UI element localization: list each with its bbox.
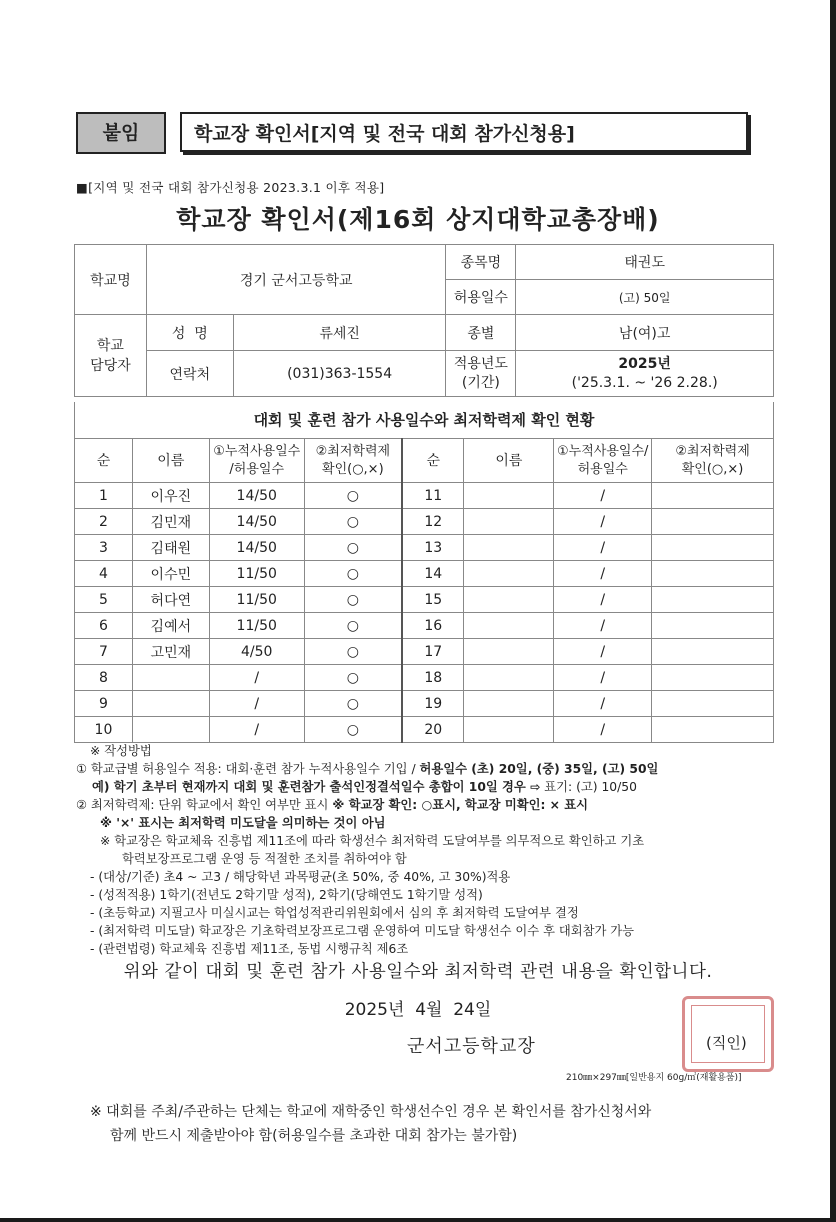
roster-cell-days: 11/50	[209, 613, 304, 639]
roster-cell-days2: /	[554, 639, 652, 665]
allowed-days-label: 허용일수	[446, 280, 516, 315]
roster-cell-no2: 12	[402, 509, 464, 535]
header-name: 이름	[132, 439, 209, 483]
roster-cell-grade2	[652, 639, 774, 665]
notes-line-2	[92, 778, 792, 796]
attachment-title: 학교장 확인서[지역 및 전국 대회 참가신청용]	[180, 112, 748, 152]
roster-cell-name2	[464, 535, 554, 561]
header-name-right: 이름	[464, 439, 554, 483]
roster-cell-days2: /	[554, 691, 652, 717]
roster-cell-no: 7	[75, 639, 133, 665]
roster-cell-no2: 15	[402, 587, 464, 613]
header-grade-right-line2: 확인(○,×)	[681, 461, 744, 477]
roster-cell-grade: ○	[304, 717, 402, 743]
roster-cell-grade: ○	[304, 613, 402, 639]
header-days-right-line2: 허용일수	[577, 461, 628, 477]
roster-cell-no2: 17	[402, 639, 464, 665]
notes-line-1	[76, 760, 776, 778]
roster-cell-days: /	[209, 717, 304, 743]
notes-line-1a: ① 학교급별 허용일수 적용: 대회·훈련 참가 누적사용일수 기입 /	[76, 762, 420, 776]
roster-cell-days: 11/50	[209, 587, 304, 613]
roster-row	[75, 535, 774, 561]
roster-cell-no2: 11	[402, 483, 464, 509]
attachment-label: 붙임	[76, 112, 166, 154]
roster-cell-grade2	[652, 691, 774, 717]
roster-cell-name2	[464, 717, 554, 743]
roster-cell-name2	[464, 561, 554, 587]
roster-cell-name2	[464, 639, 554, 665]
header-days	[209, 439, 304, 483]
notes-line-8: - (성적적용) 1학기(전년도 2학기말 성적), 2학기(당해연도 1학기말 성적)	[90, 888, 483, 902]
roster-row	[75, 717, 774, 743]
year-value	[516, 351, 774, 397]
roster-cell-no: 3	[75, 535, 133, 561]
roster-cell-name2	[464, 509, 554, 535]
roster-cell-name	[132, 665, 209, 691]
principal-title: 군서고등학교장	[407, 1036, 536, 1057]
roster-cell-no: 5	[75, 587, 133, 613]
roster-cell-no2: 14	[402, 561, 464, 587]
roster-cell-grade2	[652, 665, 774, 691]
roster-cell-name2	[464, 691, 554, 717]
notes-line-1b: 허용일수 (초) 20일, (중) 35일, (고) 50일	[419, 762, 659, 776]
header-days-right	[554, 439, 652, 483]
roster-row	[75, 639, 774, 665]
roster-cell-no: 4	[75, 561, 133, 587]
roster-cell-name: 이우진	[132, 483, 209, 509]
roster-row	[75, 613, 774, 639]
school-info-table	[74, 244, 774, 397]
confirmation-date: 2025년 4월 24일	[344, 1000, 492, 1020]
roster-cell-name: 김민재	[132, 509, 209, 535]
roster-row	[75, 665, 774, 691]
roster-cell-days2: /	[554, 509, 652, 535]
notes-line-4: ※ '×' 표시는 최저학력 미도달을 의미하는 것이 아님	[100, 816, 386, 830]
roster-row	[75, 691, 774, 717]
roster-section-title: 대회 및 훈련 참가 사용일수와 최저학력제 확인 현황	[74, 402, 774, 438]
gender-label: 종별	[446, 315, 516, 351]
gender-value: 남(여)고	[516, 315, 774, 351]
header-no: 순	[75, 439, 133, 483]
roster-cell-days: 4/50	[209, 639, 304, 665]
roster-cell-days2: /	[554, 535, 652, 561]
year-value-line1: 2025년	[618, 355, 671, 372]
roster-cell-name: 고민재	[132, 639, 209, 665]
contact-label: 연락처	[146, 351, 233, 397]
roster-cell-grade: ○	[304, 665, 402, 691]
notes-line-2a: 예) 학기 초부터 현재까지 대회 및 훈련참가 출석인정결석일수 총합이 10일 경우 ⇨	[92, 780, 541, 794]
header-grade-line2: 확인(○,×)	[322, 461, 384, 477]
roster-cell-name	[132, 691, 209, 717]
notes-line-2b: 표기: (고) 10/50	[540, 780, 637, 794]
scan-edge-right	[830, 0, 836, 1222]
notes-line-6: 학력보장프로그램 운영 등 적절한 조치를 취하여야 함	[122, 852, 407, 866]
sport-label: 종목명	[446, 245, 516, 280]
header-no-right: 순	[402, 439, 464, 483]
roster-cell-no2: 16	[402, 613, 464, 639]
roster-cell-no: 6	[75, 613, 133, 639]
apply-note: ■[지역 및 전국 대회 참가신청용 2023.3.1 이후 적용]	[76, 180, 385, 195]
notes-line-3a: ② 최저학력제: 단위 학교에서 확인 여부만 표시	[76, 798, 333, 812]
roster-cell-days2: /	[554, 483, 652, 509]
roster-cell-grade2	[652, 717, 774, 743]
roster-cell-name2	[464, 483, 554, 509]
roster-cell-no: 10	[75, 717, 133, 743]
writing-instructions	[76, 742, 782, 958]
header-grade-line1: ②최저학력제	[315, 443, 391, 459]
roster-cell-grade: ○	[304, 509, 402, 535]
school-label: 학교명	[75, 245, 147, 315]
roster-cell-days: /	[209, 665, 304, 691]
roster-cell-no: 8	[75, 665, 133, 691]
scan-edge-bottom	[0, 1218, 836, 1222]
year-label-line1: 적용년도	[453, 355, 508, 372]
roster-cell-grade: ○	[304, 483, 402, 509]
roster-cell-name: 김예서	[132, 613, 209, 639]
allowed-days-value: (고) 50일	[516, 280, 774, 315]
roster-cell-grade2	[652, 561, 774, 587]
roster-cell-no: 2	[75, 509, 133, 535]
manager-name-value: 류세진	[233, 315, 446, 351]
roster-cell-days2: /	[554, 561, 652, 587]
manager-label-line1: 학교	[96, 337, 124, 354]
notes-heading: ※ 작성방법	[90, 744, 152, 758]
manager-label-line2: 담당자	[90, 357, 131, 374]
roster-cell-grade2	[652, 613, 774, 639]
notes-line-5: ※ 학교장은 학교체육 진흥법 제11조에 따라 학생선수 최저학력 도달여부를 의무적으로 확인하고 기초	[100, 834, 645, 848]
roster-cell-no: 9	[75, 691, 133, 717]
notes-line-11: - (관련법령) 학교체육 진흥법 제11조, 동법 시행규칙 제6조	[90, 942, 409, 956]
manager-label	[75, 315, 147, 397]
year-value-line2: ('25.3.1. ~ '26 2.28.)	[571, 374, 718, 391]
seal-placeholder: (직인)	[706, 1034, 747, 1052]
roster-cell-name2	[464, 613, 554, 639]
contact-value: (031)363-1554	[233, 351, 446, 397]
roster-cell-grade: ○	[304, 587, 402, 613]
roster-cell-grade: ○	[304, 639, 402, 665]
header-grade-right-line1: ②최저학력제	[675, 443, 750, 459]
header-days-line2: /허용일수	[229, 461, 285, 477]
footer-note	[90, 1100, 790, 1148]
roster-cell-days2: /	[554, 665, 652, 691]
confirmation-statement: 위와 같이 대회 및 훈련 참가 사용일수와 최저학력 관련 내용을 확인합니다.	[123, 962, 713, 982]
header-grade	[304, 439, 402, 483]
roster-row	[75, 509, 774, 535]
roster-cell-name: 이수민	[132, 561, 209, 587]
header-days-line1: ①누적사용일수	[213, 443, 301, 459]
paper-spec: 210㎜×297㎜[일반용지 60g/㎡(재활용품)]	[566, 1073, 742, 1083]
roster-cell-days2: /	[554, 717, 652, 743]
roster-cell-days: 14/50	[209, 535, 304, 561]
school-value: 경기 군서고등학교	[146, 245, 446, 315]
roster-cell-no2: 18	[402, 665, 464, 691]
roster-cell-grade2	[652, 587, 774, 613]
roster-cell-name2	[464, 587, 554, 613]
roster-cell-days: 14/50	[209, 483, 304, 509]
notes-line-3b: ※ 학교장 확인: ○표시, 학교장 미확인: × 표시	[332, 798, 589, 812]
document-title: 학교장 확인서(제16회 상지대학교총장배)	[176, 205, 660, 234]
year-label-line2: (기간)	[461, 374, 500, 391]
roster-row	[75, 587, 774, 613]
roster-row	[75, 483, 774, 509]
roster-table	[74, 438, 774, 743]
roster-cell-name2	[464, 665, 554, 691]
roster-header-row	[75, 439, 774, 483]
roster-row	[75, 561, 774, 587]
roster-cell-grade2	[652, 483, 774, 509]
roster-cell-name	[132, 717, 209, 743]
roster-cell-grade2	[652, 535, 774, 561]
roster-cell-days: 11/50	[209, 561, 304, 587]
roster-body	[75, 483, 774, 743]
roster-cell-days: /	[209, 691, 304, 717]
footer-note-line2: 함께 반드시 제출받아야 함(허용일수를 초과한 대회 참가는 불가함)	[110, 1128, 518, 1144]
roster-cell-name: 허다연	[132, 587, 209, 613]
header-grade-right	[652, 439, 774, 483]
roster-cell-days2: /	[554, 587, 652, 613]
year-label	[446, 351, 516, 397]
roster-cell-grade2	[652, 509, 774, 535]
sport-value: 태권도	[516, 245, 774, 280]
roster-cell-grade: ○	[304, 691, 402, 717]
footer-note-line1: ※ 대회를 주최/주관하는 단체는 학교에 재학중인 학생선수인 경우 본 확인서를 참가신청서와	[90, 1104, 652, 1120]
roster-cell-no: 1	[75, 483, 133, 509]
notes-line-7: - (대상/기준) 초4 ~ 고3 / 해당학년 과목평균(초 50%, 중 40%, 고 30%)적용	[90, 870, 511, 884]
notes-line-10: - (최저학력 미도달) 학교장은 기초학력보장프로그램 운영하여 미도달 학생선수 이수 후 대회참가 가능	[90, 924, 635, 938]
header-days-right-line1: ①누적사용일수/	[557, 443, 649, 459]
roster-cell-days2: /	[554, 613, 652, 639]
notes-line-9: - (초등학교) 지필고사 미실시교는 학업성적관리위원회에서 심의 후 최저학력 도달여부 결정	[90, 906, 579, 920]
roster-cell-days: 14/50	[209, 509, 304, 535]
roster-cell-grade: ○	[304, 535, 402, 561]
roster-cell-name: 김태원	[132, 535, 209, 561]
notes-line-3	[76, 796, 776, 814]
roster-cell-no2: 19	[402, 691, 464, 717]
roster-cell-no2: 20	[402, 717, 464, 743]
roster-cell-grade: ○	[304, 561, 402, 587]
roster-cell-no2: 13	[402, 535, 464, 561]
manager-name-label: 성 명	[146, 315, 233, 351]
